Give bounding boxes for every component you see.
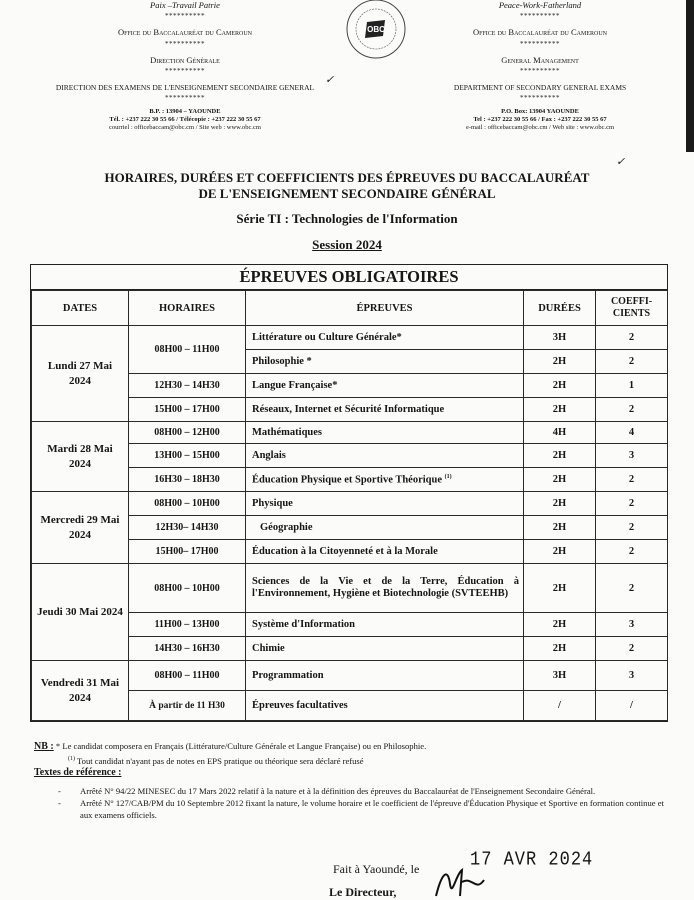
coef-cell: 1	[596, 374, 668, 398]
table-row	[32, 661, 668, 691]
stars-separator: **********	[165, 67, 205, 76]
coef-cell: 2	[596, 326, 668, 350]
exam-cell: Épreuves facultatives	[246, 691, 524, 721]
exam-cell: Chimie	[246, 637, 524, 661]
exam-cell: Langue Française*	[246, 374, 524, 398]
exam-cell: Éducation à la Citoyenneté et à la Morale	[246, 540, 524, 564]
time-cell: 16H30 – 18H30	[129, 468, 246, 492]
stars-separator: **********	[165, 12, 205, 21]
coef-cell: 2	[596, 564, 668, 613]
bullet-dash: -	[58, 785, 61, 796]
table-row	[32, 492, 668, 516]
time-cell: 15H00 – 17H00	[129, 398, 246, 422]
exam-cell: Sciences de la Vie et de la Terre, Éducation à l'Environnement, Hygiène et Biotechnologie (SVTEEHB)	[246, 564, 524, 613]
obc-seal-icon	[345, 0, 407, 60]
time-cell: 12H30– 14H30	[129, 516, 246, 540]
nb-label: NB :	[34, 741, 54, 752]
direction-en: General Management	[501, 54, 579, 65]
time-cell: 08H00 – 11H00	[129, 326, 246, 374]
duration-cell: 2H	[524, 637, 596, 661]
stars-separator: **********	[520, 67, 560, 76]
stars-separator: **********	[165, 94, 205, 103]
session-title: Session 2024	[312, 237, 382, 252]
col-header-durees: DURÉES	[524, 291, 596, 326]
exam-cell: Géographie	[246, 516, 524, 540]
coef-cell: 3	[596, 661, 668, 691]
duration-cell: /	[524, 691, 596, 721]
duration-cell: 2H	[524, 540, 596, 564]
stars-separator: **********	[520, 12, 560, 21]
nb-line-2	[34, 753, 674, 767]
duration-cell: 2H	[524, 444, 596, 468]
reference-text: Arrêté N° 127/CAB/PM du 10 Septembre 2012 fixant la nature, le volume horaire et le coefficient de l'épreuve d'Éducation Physique et Sportive en formation continue et aux examens officiels.	[80, 797, 664, 820]
stars-separator: **********	[165, 39, 205, 48]
date-stamp: 17 AVR 2024	[470, 849, 594, 872]
reference-item	[34, 785, 674, 797]
exam-cell: Programmation	[246, 661, 524, 691]
header-right	[410, 0, 670, 132]
duration-cell: 2H	[524, 350, 596, 374]
reference-text: Arrêté N° 94/22 MINESEC du 17 Mars 2022 relatif à la nature et à la définition des épreuves du Baccalauréat de l'Enseignement Secondaire Général.	[80, 785, 596, 796]
division-fr: DIRECTION DES EXAMENS DE L'ENSEIGNEMENT SECONDAIRE GENERAL	[55, 83, 315, 93]
seal-text: OBC	[367, 25, 385, 34]
col-header-epreuves: ÉPREUVES	[246, 291, 524, 326]
office-name-fr: Office du Baccalauréat du Cameroun	[118, 27, 252, 38]
col-header-horaires: HORAIRES	[129, 291, 246, 326]
time-cell: 08H00 – 10H00	[129, 564, 246, 613]
table-row	[32, 422, 668, 444]
time-cell: 13H00 – 15H00	[129, 444, 246, 468]
serie-title: Série TI : Technologies de l'Information	[236, 211, 458, 226]
postal-box-fr: B.P. : 13904 – YAOUNDE	[149, 107, 221, 115]
time-cell: 15H00– 17H00	[129, 540, 246, 564]
duration-cell: 2H	[524, 516, 596, 540]
coef-cell: 2	[596, 350, 668, 374]
phone-fr: Tél. : +237 222 30 55 66 / Télécopie : +237 222 30 55 67	[109, 115, 261, 123]
place-line: Fait à Yaoundé, le	[333, 862, 420, 876]
time-cell: 08H00 – 10H00	[129, 492, 246, 516]
division-en: DEPARTMENT OF SECONDARY GENERAL EXAMS	[453, 83, 627, 93]
duration-cell: 2H	[524, 468, 596, 492]
time-cell: À partir de 11 H30	[129, 691, 246, 721]
date-cell: Jeudi 30 Mai 2024	[32, 564, 129, 661]
time-cell: 08H00 – 12H00	[129, 422, 246, 444]
web-en: e-mail : officebaccam@obc.cm / Web site : www.obc.cm	[465, 123, 615, 131]
initials-mark: ✓	[616, 156, 626, 168]
exam-cell: Réseaux, Internet et Sécurité Informatique	[246, 398, 524, 422]
duration-cell: 2H	[524, 564, 596, 613]
direction-fr: Direction Générale	[150, 54, 220, 65]
date-cell: Lundi 27 Mai 2024	[32, 326, 129, 422]
director-title: Le Directeur,	[329, 885, 397, 899]
references-label: Textes de référence :	[34, 766, 122, 778]
doc-title-line2: DE L'ENSEIGNEMENT SECONDAIRE GÉNÉRAL	[198, 186, 496, 201]
coef-cell: 4	[596, 422, 668, 444]
exam-label: Éducation Physique et Sportive Théorique	[252, 474, 442, 486]
date-cell: Mercredi 29 Mai 2024	[32, 492, 129, 564]
duration-cell: 2H	[524, 492, 596, 516]
exam-cell: Littérature ou Culture Générale*	[246, 326, 524, 350]
date-cell: Mardi 28 Mai 2024	[32, 422, 129, 492]
coef-cell: 2	[596, 492, 668, 516]
reference-item	[34, 797, 674, 821]
stars-separator: **********	[520, 94, 560, 103]
exam-cell: Anglais	[246, 444, 524, 468]
col-header-coef: COEFFI- CIENTS	[596, 291, 668, 326]
duration-cell: 2H	[524, 374, 596, 398]
table-row	[32, 564, 668, 613]
header-left	[40, 0, 330, 132]
exam-cell: Physique	[246, 492, 524, 516]
coef-cell: 2	[596, 398, 668, 422]
scan-edge-mark	[686, 0, 694, 152]
exam-cell: Philosophie *	[246, 350, 524, 374]
coef-cell: 3	[596, 444, 668, 468]
table-row	[32, 326, 668, 350]
time-cell: 12H30 – 14H30	[129, 374, 246, 398]
coef-cell: 2	[596, 540, 668, 564]
date-cell: Vendredi 31 Mai 2024	[32, 661, 129, 721]
stars-separator: **********	[520, 39, 560, 48]
exam-schedule-table	[30, 264, 668, 722]
motto-en: Peace-Work-Fatherland	[498, 0, 582, 10]
time-cell: 14H30 – 16H30	[129, 637, 246, 661]
motto-fr: Paix –Travail Patrie	[150, 0, 220, 10]
coef-cell: 3	[596, 613, 668, 637]
exam-cell	[246, 468, 524, 492]
exam-cell: Mathématiques	[246, 422, 524, 444]
time-cell: 11H00 – 13H00	[129, 613, 246, 637]
notes-section	[34, 740, 674, 821]
handwritten-signature-icon	[432, 862, 512, 900]
duration-cell: 4H	[524, 422, 596, 444]
col-header-dates: DATES	[32, 291, 129, 326]
footnote-ref: (1)	[68, 756, 75, 762]
duration-cell: 2H	[524, 398, 596, 422]
time-cell: 08H00 – 11H00	[129, 661, 246, 691]
office-name-en: Office du Baccalauréat du Cameroun	[473, 27, 607, 38]
coef-cell: /	[596, 691, 668, 721]
coef-cell: 2	[596, 637, 668, 661]
nb-text-2: Tout candidat n'ayant pas de notes en EPS pratique ou théorique sera déclaré refusé	[77, 755, 364, 766]
duration-cell: 2H	[524, 613, 596, 637]
coef-cell: 2	[596, 468, 668, 492]
web-fr: courriel : officebaccam@obc.cm / Site web : www.obc.cm	[108, 123, 261, 131]
phone-en: Tel : +237 222 30 55 66 / Fax : +237 222 30 55 67	[473, 115, 607, 123]
doc-title-line1: HORAIRES, DURÉES ET COEFFICIENTS DES ÉPREUVES DU BACCALAURÉAT	[104, 170, 590, 185]
duration-cell: 3H	[524, 661, 596, 691]
footnote-ref: (1)	[444, 473, 452, 480]
coef-cell: 2	[596, 516, 668, 540]
nb-text-1: * Le candidat composera en Français (Littérature/Culture Générale et Langue Française) ou en Philosophie.	[55, 741, 427, 751]
bullet-dash: -	[58, 797, 61, 808]
duration-cell: 3H	[524, 326, 596, 350]
nb-line-1	[34, 740, 674, 753]
initials-mark: ✓	[325, 74, 335, 86]
table-banner: ÉPREUVES OBLIGATOIRES	[31, 265, 667, 290]
exam-cell: Système d'Information	[246, 613, 524, 637]
postal-box-en: P.O. Box: 13904 YAOUNDE	[501, 107, 579, 115]
